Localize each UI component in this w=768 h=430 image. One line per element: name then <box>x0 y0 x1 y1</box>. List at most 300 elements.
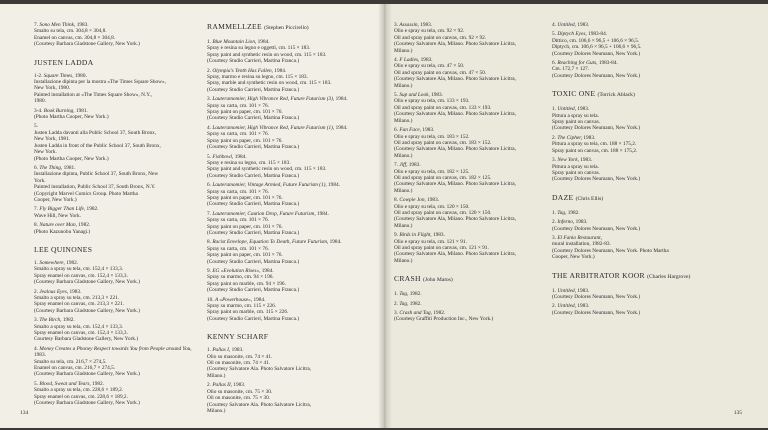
entry-year: 1983. <box>233 382 246 389</box>
entry-line: Spray paint on canvas. <box>552 119 600 126</box>
entry-line: (Courtesy Dolores Neumann, New York.) <box>552 72 641 79</box>
entry-line: Spray paint on paper, cm. 101 × 76. <box>207 223 283 230</box>
entry-line: (Courtesy Graffiti Production Inc., New York.) <box>394 316 494 323</box>
entry-title: Fly Bigger Than Life, <box>39 206 86 213</box>
catalog-entry <box>394 22 544 54</box>
artist-heading <box>394 274 544 285</box>
entry-year: 1982. <box>409 300 422 307</box>
catalog-entry <box>207 239 377 265</box>
catalog-entry <box>394 232 544 264</box>
entry-year: 1983. <box>231 347 244 354</box>
entry-title: Jealous Eyes, <box>39 288 69 295</box>
entry-number: 5. <box>394 92 398 99</box>
entry-line: Olio su masonite, cm. 75 × 30. <box>207 388 273 395</box>
artist-heading <box>207 332 377 341</box>
entry-year: 1982. <box>86 206 99 213</box>
entry-title: Untitled, <box>557 22 576 28</box>
entry-line: Diptych, cm. 106,6 × 96,5 + 106,6 × 96,5. <box>552 44 642 51</box>
catalog-entry <box>34 123 202 161</box>
catalog-entry <box>207 182 377 208</box>
entry-title: Book Burning, <box>43 107 75 114</box>
entry-number: 2. <box>394 300 398 307</box>
entry-number: 8. <box>34 222 38 229</box>
entry-line: (Courtesy Barbara Gladstone Gallery, New York.) <box>34 307 140 314</box>
entry-line: Oil and spray paint on canvas, cm. 121 × 91. <box>394 245 489 251</box>
artist-heading <box>552 89 742 100</box>
entry-title: Tag, <box>399 291 409 298</box>
entry-line: (Courtesy Dolores Neumann, New York. Photo Martha <box>552 247 669 254</box>
entry-line: Smalto su tela, cm. 304,8 × 304,8. <box>34 28 107 35</box>
entry-line: Spray paint on marble, cm. 94 × 196. <box>207 280 286 287</box>
entry-line: Spray su carta, cm. 101 × 76. <box>207 245 269 252</box>
entry-title: Blue Mountain Lion, <box>212 39 257 45</box>
entry-year: 1983. <box>408 162 421 169</box>
artist-name: CRASH <box>394 274 421 284</box>
entry-line: Milano.) <box>394 152 413 159</box>
entry-number: 2. <box>552 303 556 310</box>
entry-year: 1984. <box>335 124 348 131</box>
catalog-entry <box>552 303 742 316</box>
entry-number: 4. <box>34 345 38 352</box>
entry-line: Spray, marble and synthetic resin on wood, cm. 115 × 183. <box>207 80 332 87</box>
entry-line: Cooper, New York.) <box>34 196 77 203</box>
entry-title: EG «Evolution Rises», <box>212 268 261 274</box>
entry-line: Installazione dipinta per la mostra «The Times Square Show», <box>34 79 166 86</box>
entry-line: Olio e spray su tela, cm. 47 × 50. <box>394 63 465 70</box>
entry-number: 3. <box>552 234 556 241</box>
entry-line: Spray enamel on canvas, cm. 152,4 × 133,3. <box>34 330 128 337</box>
catalog-entry <box>394 162 544 194</box>
catalog-entry <box>394 57 544 89</box>
entry-heading <box>552 210 742 216</box>
entry-year: 1983. <box>420 57 433 64</box>
entry-line: Cooper, New York.) <box>552 254 595 261</box>
entry-line: Smalto a spray su tela, cm. 228,6 × 189,2. <box>34 387 124 394</box>
entry-number: 5. <box>34 380 38 387</box>
entry-line: Spray paint on canvas, cm. 188 × 175,2. <box>552 147 638 154</box>
entry-number: 6. <box>34 164 38 171</box>
catalog-entry <box>394 92 544 124</box>
entry-number: 7. <box>34 206 38 213</box>
entry-line: Painted installation at «The Times Square Show», N.Y., <box>34 91 153 98</box>
entry-line: Wave Hill, New York. <box>34 212 81 219</box>
entry-year: 1982. <box>409 291 422 298</box>
book-gutter <box>378 4 392 428</box>
entry-line: Pittura a spray su tela. <box>552 163 599 170</box>
entry-title: Diptych Eyes, <box>557 31 587 38</box>
entry-year: 1983. <box>432 232 445 239</box>
entry-title: Pallas I, <box>212 347 231 354</box>
catalog-entry <box>394 127 544 159</box>
entry-line: Spray su carta, cm. 101 × 76. <box>207 102 269 109</box>
entry-year: 1983. <box>422 127 435 134</box>
entry-title: Jiff, <box>399 162 408 169</box>
entry-title: Tag, <box>557 209 567 216</box>
entry-number: 3. <box>394 310 398 317</box>
catalog-entry <box>34 165 202 203</box>
entry-number: 1. <box>207 347 211 354</box>
entry-title: Fishbowl, <box>212 153 234 160</box>
entry-title: A «Powerhouse», <box>214 296 253 303</box>
entry-line: (Copyright Marvel Comics Group. Photo Martha <box>34 190 138 197</box>
entry-year: 1983. <box>420 22 433 28</box>
entry-number: 3. <box>34 317 38 324</box>
entry-year: 1983. <box>577 106 590 113</box>
entry-line: Spray su marmo, cm. 94 × 196. <box>207 274 274 281</box>
entry-number: 1-2. <box>34 72 43 79</box>
entry-title: F Ladies, <box>399 57 420 64</box>
entry-line: (Courtesy Studio Carrieri, Martina Franca.) <box>207 287 300 294</box>
left-column-1 <box>34 22 202 410</box>
entry-number: 6. <box>394 127 398 134</box>
catalog-entry <box>207 39 377 65</box>
entry-year: 1983. <box>69 288 82 295</box>
entry-line: Courtesy Barbara Gladstone Gallery, New York.) <box>34 336 139 343</box>
catalog-entry <box>552 288 742 301</box>
entry-number: 3. <box>552 157 556 164</box>
catalog-entry <box>207 211 377 237</box>
entry-line: Milano.) <box>394 187 413 194</box>
entry-line: Enamel on canvas, cm. 304,8 × 304,8. <box>34 34 116 41</box>
entry-number: 6. <box>552 60 556 67</box>
catalog-entry <box>207 347 377 379</box>
catalog-entry <box>34 206 202 219</box>
entry-line: Olio e spray su tela, cm. 183 × 152. <box>394 133 470 140</box>
catalog-entry <box>552 235 742 261</box>
entry-line: (Courtesy Salvatore Ala. Photo Salvatore Licitra, <box>207 366 312 373</box>
entry-line: Spray su carta, cm. 101 × 76. <box>207 131 269 138</box>
entry-number: 3-4. <box>34 107 43 114</box>
catalog-entry <box>207 96 377 122</box>
catalog-entry <box>394 197 544 229</box>
entry-number: 5. <box>552 31 556 38</box>
artist-real-name: (John Matos) <box>423 277 453 284</box>
catalog-entry <box>552 106 742 132</box>
entry-line: Enamel on canvas, cm. 216,7 × 274,5. <box>34 365 116 372</box>
entry-line: (Courtesy Studio Carrieri, Martina Franca.) <box>207 201 300 208</box>
entry-year: 1983. <box>577 303 590 310</box>
entry-year: 1983. <box>76 22 89 28</box>
catalog-entry <box>34 317 202 343</box>
entry-line: (Courtesy Salvatore Ala, Milano. Photo Salvatore Licitra, <box>394 146 516 153</box>
entry-line: New York. <box>34 149 57 156</box>
entry-line: Smalto a spray su tela, cm. 152,4 × 133,3. <box>34 323 124 330</box>
entry-number: 2. <box>552 134 556 141</box>
entry-line: (Courtesy Salvatore Ala, Milano. Photo Salvatore Licitra, <box>394 41 516 48</box>
entry-number: 9. <box>207 268 211 274</box>
entry-title: The Cipher, <box>557 134 583 141</box>
artist-heading <box>34 245 202 254</box>
entry-number: 1. <box>394 291 398 298</box>
entry-line: Spray, marmo e resina su legno, cm. 115 × 183. <box>207 74 308 81</box>
entry-number: 8. <box>394 197 398 204</box>
entry-line: Olio e spray su tela, cm. 182 × 125. <box>394 168 470 175</box>
entry-title: Somewhere, <box>39 259 65 266</box>
entry-line: Spray su marmo, cm. 115 × 226. <box>207 303 277 310</box>
entry-line: Spray enamel on canvas, cm. 228,6 × 189,2. <box>34 393 128 400</box>
entry-year: 1984. <box>261 268 274 274</box>
catalog-entry <box>207 297 377 323</box>
entry-line: Oil on masonite, cm. 74 × 41. <box>207 360 271 367</box>
entry-heading <box>552 22 742 28</box>
entry-heading <box>394 291 544 297</box>
catalog-entry <box>34 22 202 48</box>
entry-title: The Birch, <box>39 317 62 324</box>
entry-line: Oil and spray paint on canvas, cm. 133 × 193. <box>394 104 492 111</box>
entry-year: 1983. <box>34 352 46 359</box>
entry-line: York. <box>34 177 46 184</box>
entry-line: Justen Ladda in front of the Public School 37, South Bronx, <box>34 142 161 149</box>
entry-year: 1984. <box>253 296 266 303</box>
entry-year: 1982. <box>92 380 105 387</box>
entry-line: Spray su carta, cm. 101 × 76. <box>207 188 269 195</box>
entry-line: Olio e spray su tela, cm. 120 × 150. <box>394 203 470 210</box>
entry-line: (Courtesy Dolores Neumann, New York.) <box>552 309 641 316</box>
entry-line: Spray paint on paper, cm. 101 × 76. <box>207 137 283 144</box>
entry-line: (Courtesy Studio Carrieri, Martina Franca.) <box>207 258 300 265</box>
entry-title: Untitled, <box>557 303 576 310</box>
artist-name: THE ARBITRATOR KOOR <box>552 270 645 280</box>
catalog-entry <box>34 346 202 378</box>
entry-line: (Courtesy Dolores Neumann, New York.) <box>552 225 641 232</box>
catalog-entry <box>552 210 742 216</box>
artist-heading <box>552 193 742 204</box>
catalog-entry <box>207 68 377 94</box>
entry-line: Smalto a spray su tela, cm. 152,4 × 133,3. <box>34 266 124 273</box>
entry-line: Dittico, cm. 106,6 × 96,5 + 106,6 × 96,5. <box>552 37 640 44</box>
catalog-entry <box>552 22 742 28</box>
entry-year: 1984. <box>234 153 247 160</box>
artist-heading <box>552 271 742 282</box>
catalog-entry <box>552 157 742 183</box>
entry-title: Olympia's Tenth Has Fallen, <box>212 67 273 74</box>
entry-number: 2. <box>207 382 211 389</box>
catalog-entry <box>552 135 742 154</box>
entry-line: Smalto a spray su tela, cm. 213,3 × 221. <box>34 295 120 301</box>
artist-real-name: (Stephen Piccirello) <box>264 25 309 31</box>
entry-number: 9. <box>394 232 398 239</box>
entry-line: Olio e spray su tela, cm. 133 × 193. <box>394 98 470 105</box>
entry-year: 1981. <box>63 164 76 171</box>
entry-line: (Courtesy Barbara Gladstone Gallery, New York.) <box>34 41 140 48</box>
entry-line: Spray paint on marble, cm. 115 × 226. <box>207 309 289 316</box>
entry-line: Installazione dipinta, Public School 37, South Bronx, New <box>34 171 159 178</box>
entry-title: Fun Face, <box>399 127 422 134</box>
artist-real-name: (Chris Ellis) <box>575 195 604 202</box>
entry-line: Spray paint and synthetic resin on wood, cm. 115 × 183. <box>207 51 327 58</box>
entry-year: 1982. <box>62 317 75 324</box>
entry-title: Lauteramomier, Caution Drop, Future Futurism, <box>212 210 316 217</box>
entry-title: El Fanio Restaurant, <box>557 234 602 241</box>
catalog-entry <box>34 73 202 105</box>
artist-name: KENNY SCHARF <box>207 332 269 342</box>
entry-year: 1984. <box>257 39 270 45</box>
entry-line: (Photo Martha Cooper, New York.) <box>34 155 109 162</box>
catalog-entry <box>552 219 742 232</box>
catalog-entry <box>34 289 202 315</box>
entry-year: 1984. <box>328 182 340 189</box>
entry-line: Oil and spray paint on canvas, cm. 92 × 92. <box>394 34 487 41</box>
artist-name: DAZE <box>552 192 574 202</box>
catalog-entry <box>394 291 544 297</box>
entry-title: Money Creates a Phoney Respect towards You from People around You, <box>39 345 192 352</box>
entry-year: 1982. <box>78 222 91 229</box>
catalog-entry <box>34 260 202 286</box>
entry-number: 3. <box>394 22 398 28</box>
entry-line: Justen Ladda davanti alla Public School 37, South Bronx, <box>34 129 157 136</box>
entry-number: 5. <box>207 153 211 160</box>
entry-line: New York, 1980. <box>34 85 71 92</box>
entry-title: Untitled, <box>557 287 576 294</box>
entry-line: Painted installation, Public School 37, South Bronx, N.Y. <box>34 184 156 191</box>
catalog-entry <box>207 154 377 180</box>
entry-title: Birds in Flight, <box>399 232 432 239</box>
entry-line: Milano.) <box>394 117 413 124</box>
entry-line: (Courtesy Salvatore Ala. Photo Salvatore Licitra, <box>207 401 312 408</box>
entry-line: (Courtesy Dolores Neumann, New York.) <box>552 50 641 57</box>
artist-name: JUSTEN LADDA <box>34 57 94 67</box>
entry-year: 1984. <box>274 67 287 74</box>
entry-title: Sono Men Think, <box>39 22 76 28</box>
entry-number: 5. <box>34 123 38 130</box>
entry-number: 4. <box>394 57 398 64</box>
entry-year: 1983-84. <box>588 31 608 38</box>
entry-line: Spray e resina su legno e oggetti, cm. 115 × 183. <box>207 45 311 52</box>
entry-line: (Courtesy Studio Carrieri, Martina Franca.) <box>207 315 300 322</box>
entry-line: 1980. <box>34 98 46 105</box>
right-column-2 <box>552 22 742 319</box>
entry-year: 1981. <box>75 107 88 114</box>
entry-title: The Thing, <box>39 164 63 171</box>
entry-year: 1980. <box>74 72 87 79</box>
entry-number: 1. <box>552 287 556 294</box>
entry-line: (Courtesy Barbara Gladstone Gallery, New York.) <box>34 279 140 286</box>
entry-line: Pittura a spray su tela, cm. 188 × 175,2. <box>552 141 637 148</box>
catalog-entry <box>207 268 377 294</box>
entry-line: Oil on masonite, cm. 75 × 30. <box>207 395 271 402</box>
entry-line: (Courtesy Salvatore Ala, Milano. Photo Salvatore Licitra, <box>394 111 516 118</box>
artist-name: LEE QUINONES <box>34 244 93 254</box>
entry-title: New York, <box>557 157 579 164</box>
entry-line: (Courtesy Dolores Neumann, New York.) <box>552 293 641 300</box>
entry-year: 1982. <box>433 310 446 317</box>
entry-line: (Courtesy Salvatore Ala, Milano. Photo Salvatore Licitra, <box>394 181 516 188</box>
entry-line: (Photo Martha Cooper, New York.) <box>34 114 109 121</box>
entry-line: (Courtesy Studio Carrieri, Martina Franca.) <box>207 144 300 151</box>
catalog-entry <box>207 125 377 151</box>
entry-title: Tag, <box>399 300 409 307</box>
entry-year: 1982. <box>66 259 79 266</box>
entry-year: 1983. <box>583 134 596 141</box>
entry-line: Olio e spray su tela, cm. 92 × 92. <box>394 28 465 35</box>
entry-number: 10. <box>207 296 214 303</box>
entry-title: Lauteramomier, High Vibrance Red, Future Futurism (1), <box>212 124 335 131</box>
entry-number: 2. <box>34 288 38 295</box>
entry-number: 7. <box>34 22 38 28</box>
catalog-entry <box>34 108 202 121</box>
entry-line: Milano.) <box>207 407 226 414</box>
entry-year: 1983. <box>431 92 444 99</box>
artist-real-name: (Torrick Ablack) <box>597 92 635 99</box>
entry-line: Milano.) <box>394 47 413 54</box>
entry-line: Spray e resina su legno, cm. 115 × 183. <box>207 159 291 166</box>
entry-line: (Courtesy Salvatore Ala, Milano. Photo Salvatore Licitra, <box>394 216 516 223</box>
entry-title: Square Times, <box>43 72 74 79</box>
entry-year: 1984. <box>329 239 342 246</box>
entry-title: Untitled, <box>557 106 576 113</box>
catalog-entry <box>34 381 202 407</box>
entry-line: Oil and spray paint on canvas, cm. 47 × 50. <box>394 69 487 76</box>
entry-line: Spray paint on paper, cm. 101 × 76. <box>207 109 283 116</box>
catalog-entry <box>34 222 202 235</box>
entry-line: Oil and spray paint on canvas, cm. 120 × 150. <box>394 209 492 216</box>
entry-title: Assassin, <box>399 22 419 28</box>
entry-year: 1984. <box>335 96 348 103</box>
entry-year: 1984. <box>316 210 329 217</box>
entry-title: Crash and Tag, <box>399 310 432 317</box>
page-number-left: 134 <box>20 410 29 416</box>
entry-line: Oil and spray paint on canvas, cm. 182 × 125. <box>394 174 492 181</box>
entry-line: (Courtesy Studio Carrieri, Martina Franca.) <box>207 86 300 93</box>
entry-line: (Courtesy Salvatore Ala, Milano. Photo Salvatore Licitra, <box>394 251 516 258</box>
entry-title: Cowpie Jon, <box>399 197 426 204</box>
entry-line: Milano.) <box>207 372 226 379</box>
entry-line: Spray paint on paper, cm. 101 × 76. <box>207 194 283 201</box>
entry-year: 1983. <box>577 287 590 294</box>
artist-heading <box>207 22 377 33</box>
entry-line: (Courtesy Studio Carrieri, Martina Franca.) <box>207 58 300 65</box>
entry-title: Blood, Sweat and Tears, <box>39 380 91 387</box>
catalog-entry <box>552 60 742 79</box>
entry-line: Spray su carta, cm. 101 × 76. <box>207 217 269 224</box>
entry-year: 1983. <box>577 22 590 28</box>
entry-line: mural installation, 1982-83. <box>552 241 611 248</box>
entry-year: 1982. <box>567 209 580 216</box>
artist-name: RAMMELLZEE <box>207 22 262 31</box>
entry-line: (Courtesy Dolores Neumann, New York.) <box>552 176 641 183</box>
entry-line: Milano.) <box>394 222 413 229</box>
entry-number: 1. <box>207 39 211 45</box>
entry-line: (Courtesy Barbara Gladstone Gallery, New York.) <box>34 371 140 378</box>
entry-title: Racist Envelope, Equation To Death, Future Futurism, <box>212 239 329 246</box>
entry-line: (Photo Kazunobu Yanagi.) <box>34 228 91 235</box>
entry-number: 1. <box>552 106 556 113</box>
entry-heading <box>394 301 544 307</box>
artist-real-name: (Charles Hargrove) <box>647 273 691 280</box>
entry-title: Reaching for Guts, <box>557 60 598 67</box>
entry-year: 1983-84. <box>598 60 618 67</box>
entry-line: (Courtesy Dolores Neumann, New York.) <box>552 125 641 132</box>
entry-line: Milano.) <box>394 82 413 89</box>
entry-line: Cm. 172,7 × 127. <box>552 66 590 73</box>
entry-number: 4. <box>552 22 556 28</box>
entry-line: Oil and spray paint on canvas, cm. 183 × 152. <box>394 139 492 146</box>
artist-heading <box>34 58 202 67</box>
entry-year: 1983. <box>427 197 440 204</box>
entry-line: (Courtesy Studio Carrieri, Martina Franca.) <box>207 115 300 122</box>
entry-title: Inferno, <box>557 219 575 226</box>
entry-number: 8. <box>207 239 211 246</box>
entry-line: New York, 1981. <box>34 136 71 143</box>
entry-heading <box>34 346 202 359</box>
entry-number: 1. <box>552 209 556 216</box>
entry-line: Pittura a spray su tela. <box>552 112 599 119</box>
catalog-entry <box>394 310 544 323</box>
entry-line: Spray enamel on canvas, cm. 213,3 × 221. <box>34 301 124 308</box>
entry-title: Lauteramomier, High Vibrance Red, Future Futurism (3), <box>212 96 335 103</box>
entry-title: Nature over Man, <box>39 222 77 229</box>
entry-line: Spray paint on paper, cm. 101 × 76. <box>207 252 283 259</box>
